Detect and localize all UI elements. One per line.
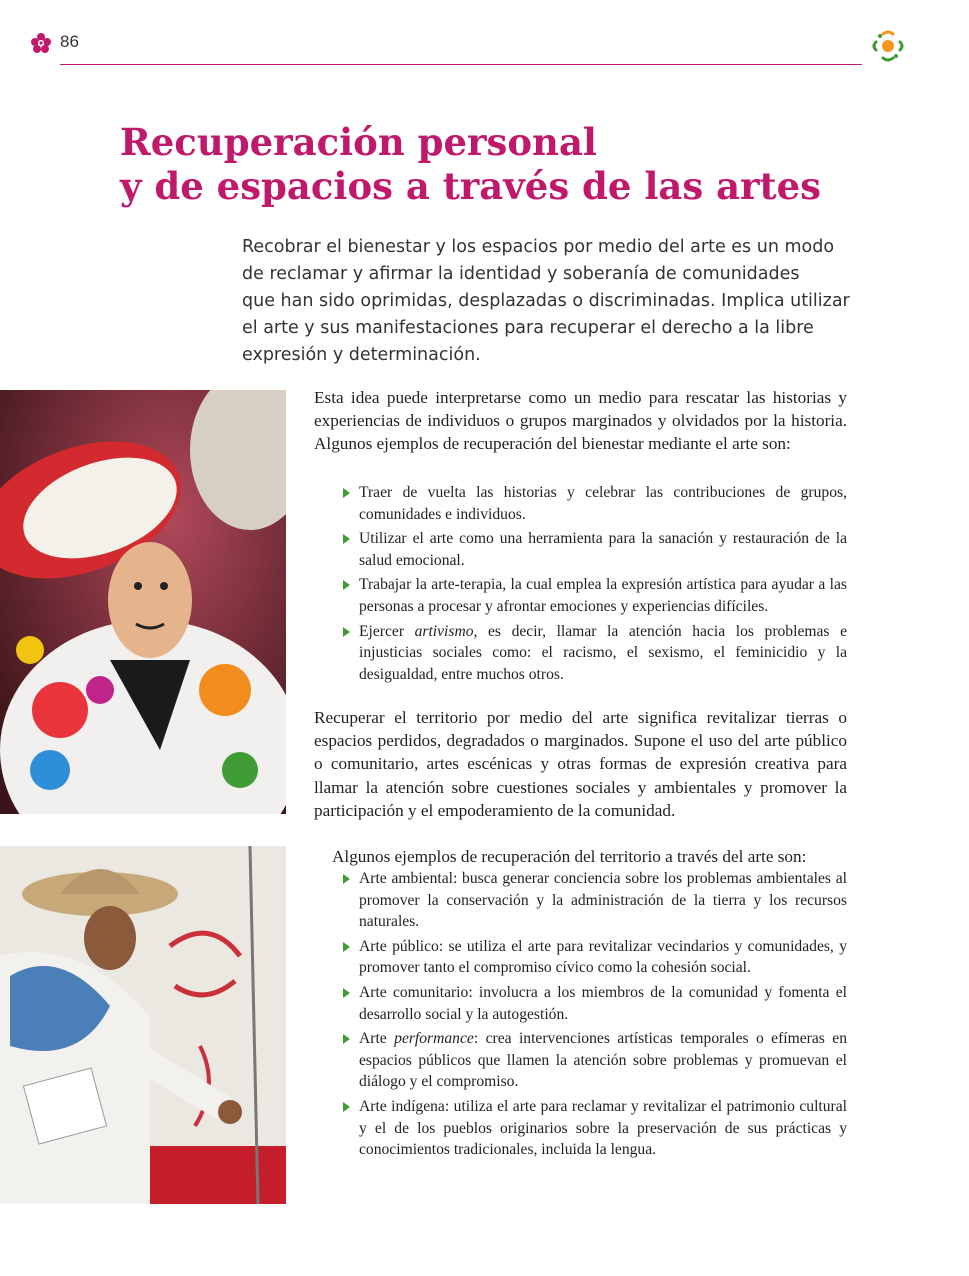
wellbeing-examples-list	[343, 482, 847, 688]
intro-line: el arte y sus manifestaciones para recuperar el derecho a la libre	[242, 318, 814, 338]
arrow-bullet-icon	[343, 627, 350, 637]
intro-line: de reclamar y afirmar la identidad y soberanía de comunidades	[242, 264, 800, 284]
page-number: 86	[60, 32, 79, 51]
list-item	[343, 868, 847, 933]
list-item-text: Trabajar la arte-terapia, la cual emplea la expresión artística para ayudar a las personas a procesar y afrontar emociones y experiencias difíciles.	[359, 576, 847, 615]
arrow-bullet-icon	[343, 534, 350, 544]
paragraph-wellbeing: Esta idea puede interpretarse como un medio para rescatar las historias y experiencias de individuos o grupos marginados y olvidados por la historia. Algunos ejemplos de recuperación del bienestar mediante el arte son:	[314, 388, 847, 454]
arrow-bullet-icon	[343, 1034, 350, 1044]
list-item	[343, 482, 847, 525]
arrow-bullet-icon	[343, 874, 350, 884]
arrow-bullet-icon	[343, 1102, 350, 1112]
series-logo-icon	[868, 26, 908, 66]
list-item-emphasis: artivismo	[414, 622, 474, 640]
list-item	[343, 982, 847, 1025]
header-rule	[60, 64, 862, 65]
intro-line: expresión y determinación.	[242, 345, 481, 365]
territory-examples-list	[343, 868, 847, 1164]
arrow-bullet-icon	[343, 942, 350, 952]
paragraph-territory: Recuperar el territorio por medio del arte significa revitalizar tierras o espacios perdidos, degradados o marginados. Supone el uso del arte público o comunitario, artes escénicas y otras formas de expresión creativa para llamar la atención sobre cuestiones sociales y ambientales y promover la participación y el empoderamiento de la comunidad.	[314, 708, 847, 820]
list-item	[343, 1096, 847, 1161]
flower-icon	[30, 32, 52, 54]
arrow-bullet-icon	[343, 580, 350, 590]
list-item-text: Arte indígena: utiliza el arte para reclamar y revitalizar el patrimonio cultural y el de los pueblos originarios sobre la preservación de sus prácticas y conocimientos tradicionales, incluida la lengua.	[359, 1097, 847, 1159]
list-item	[343, 621, 847, 686]
list-item-text: Arte ambiental: busca generar conciencia sobre los problemas ambientales al promover la conservación y la administración de la tierra y los recursos naturales.	[359, 870, 847, 931]
photo-mural-painter	[0, 846, 286, 1204]
title-line-2: y de espacios a través de las artes	[120, 164, 821, 208]
list-item-text: Arte comunitario: involucra a los miembros de la comunidad y fomenta el desarrollo social y la autogestión.	[359, 983, 847, 1023]
list-item-text-before: Ejercer	[359, 622, 415, 640]
list-item-text: Traer de vuelta las historias y celebrar las contribuciones de grupos, comunidades e individuos.	[359, 484, 847, 523]
list-item-text: Arte público: se utiliza el arte para revitalizar vecindarios y comunidades, y promover tanto el compromiso cívico como la cohesión social.	[359, 937, 847, 977]
list-item-emphasis: performance	[394, 1030, 474, 1048]
intro-paragraph	[242, 234, 850, 369]
intro-line: Recobrar el bienestar y los espacios por medio del arte es un modo	[242, 237, 835, 257]
territory-examples-lead: Algunos ejemplos de recuperación del territorio a través del arte son:	[332, 847, 807, 866]
list-item-text-after: : crea intervenciones artísticas temporales o efímeras en espacios públicos que llamen la atención sobre problemas y promuevan el diálogo y el compromiso.	[359, 1030, 848, 1091]
list-item	[343, 528, 847, 571]
list-item-text-before: Arte	[359, 1030, 395, 1048]
arrow-bullet-icon	[343, 988, 350, 998]
page-title	[120, 120, 880, 208]
list-item	[343, 574, 847, 617]
list-item	[343, 936, 847, 979]
list-item-text: Utilizar el arte como una herramienta para la sanación y restauración de la salud emocional.	[359, 530, 847, 569]
list-item-text-after: , es decir, llamar la atención hacia los problemas e injusticias sociales como: el racismo, el sexismo, el feminicidio y la desigualdad, entre muchos otros.	[359, 622, 847, 683]
intro-line: que han sido oprimidas, desplazadas o discriminadas. Implica utilizar	[242, 291, 850, 311]
arrow-bullet-icon	[343, 488, 350, 498]
list-item	[343, 1028, 847, 1093]
photo-dancer-mask	[0, 390, 286, 814]
title-line-1: Recuperación personal	[120, 120, 597, 164]
